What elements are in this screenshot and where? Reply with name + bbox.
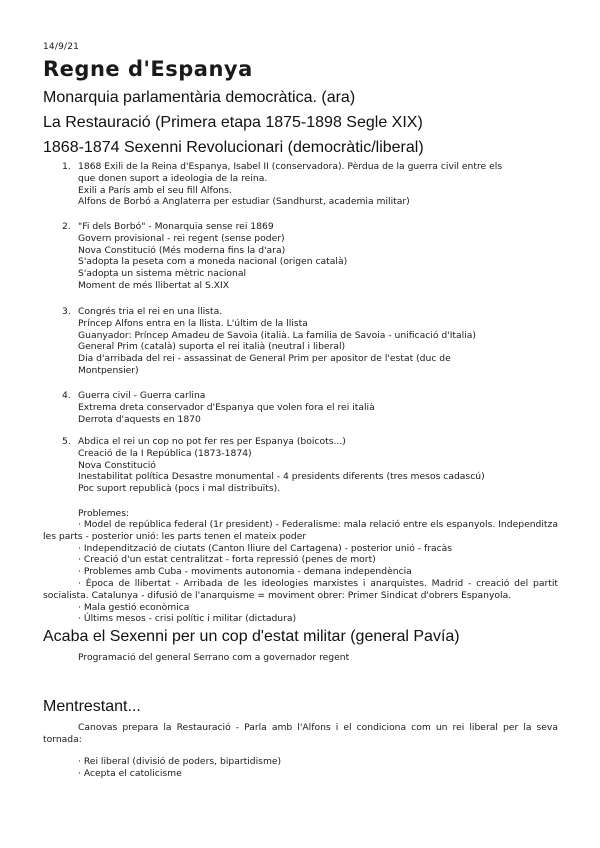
list-line: que donen suport a ideologia de la reina. (78, 172, 268, 184)
document-date: 14/9/21 (43, 42, 80, 52)
problem-item: · Últims mesos - crisi polític i militar (dictadura) (78, 613, 297, 625)
problem-item: · Mala gestió econòmica (78, 601, 190, 613)
heading-acaba-sexenni: Acaba el Sexenni per un cop d'estat militar (general Pavía) (43, 628, 460, 645)
document-title: Regne d'Espanya (43, 57, 253, 81)
list-line: Montpensier) (78, 364, 139, 376)
list-number: 2. (62, 221, 71, 232)
list-line: Creació de la I República (1873-1874) (78, 447, 252, 459)
list-number: 5. (62, 436, 71, 447)
heading-mentrestant: Mentrestant... (43, 698, 141, 715)
list-line: Derrota d'aquests en 1870 (78, 413, 201, 425)
list-item (62, 306, 562, 377)
list-line: Nova Constitució (Més moderna fins la d'ara) (78, 244, 286, 256)
list-line: Moment de més llibertat al S.XIX (78, 279, 230, 291)
list-line: Extrema dreta conservador d'Espanya que volen fora el rei italià (78, 401, 375, 413)
list-line: "Fi dels Borbó" - Monarquia sense rei 1869 (78, 221, 274, 232)
problem-item: · Època de llibertat - Arribada de les ideologies marxistes i anarquistes. Madrid - creació del partit socialista. Catalunya - difusió de l'anarquisme = moviment obrer: Primer Sindicat d'obrers Espanyola. (43, 577, 558, 601)
list-item (62, 221, 562, 292)
list-line: 1868 Exili de la Reina d'Espanya, Isabel II (conservadora). Pèrdua de la guerra civil entre els (78, 161, 503, 172)
heading-monarquia: Monarquia parlamentària democràtica. (ara) (43, 89, 356, 106)
list-line: Govern provisional - rei regent (sense poder) (78, 232, 285, 244)
problem-item: · Creació d'un estat centralitzat - forta repressió (penes de mort) (78, 554, 376, 566)
problems-list (43, 519, 558, 625)
list-line: Dia d'arribada del rei - assassinat de General Prim per apositor de l'estat (duc de (78, 353, 451, 365)
list-item (62, 161, 562, 208)
list-line: Congrés tria el rei en una llista. (78, 306, 223, 317)
list-line: Guerra civil - Guerra carlina (78, 390, 206, 401)
list-line: Alfons de Borbó a Anglaterra per estudiar (Sandhurst, academia militar) (78, 196, 410, 208)
list-number: 1. (62, 161, 71, 172)
list-line: Príncep Alfons entra en la llista. L'últim de la llista (78, 317, 308, 329)
problems-title: Problemes: (78, 508, 130, 519)
heading-sexenni: 1868-1874 Sexenni Revolucionari (democràtic/liberal) (43, 139, 424, 156)
meanwhile-item: · Rei liberal (divisió de poders, bipartidisme) (78, 756, 282, 767)
list-line: General Prim (català) suporta el rei italià (neutral i liberal) (78, 341, 346, 353)
list-line: Guanyador: Príncep Amadeu de Savoia (italià. La familia de Savoia - unificació d'Italia) (78, 329, 476, 341)
problem-item: · Independització de ciutats (Canton lliure del Cartagena) - posterior unió - fracàs (78, 542, 453, 554)
list-line: S'adopta la peseta com a moneda nacional (origen català) (78, 256, 348, 268)
list-line: Inestabilitat política Desastre monumental - 4 presidents diferents (tres mesos cadascú) (78, 471, 485, 483)
list-number: 3. (62, 306, 71, 317)
list-line: Exili a París amb el seu fill Alfons. (78, 184, 232, 196)
problem-item: · Problemes amb Cuba - moviments autonomia - demana independència (78, 566, 412, 578)
list-item (62, 390, 562, 425)
list-item (62, 436, 562, 495)
meanwhile-item: · Acepta el catolicisme (78, 768, 182, 779)
after-sexenni-text: Programació del general Serrano com a governador regent (78, 652, 350, 663)
list-line: S'adopta un sistema mètric nacional (78, 268, 247, 280)
meanwhile-text: Canovas prepara la Restauració - Parla amb l'Alfons i el condiciona com un rei liberal per la seva tornada: (43, 722, 558, 745)
list-number: 4. (62, 390, 71, 401)
heading-restauracio: La Restauració (Primera etapa 1875-1898 Segle XIX) (43, 114, 423, 131)
list-line: Abdica el rei un cop no pot fer res per Espanya (boicots...) (78, 436, 346, 447)
problem-item: · Model de república federal (1r president) - Federalisme: mala relació entre els espanyols. Independitza les parts - posterior unió: les parts tenen el mateix poder (43, 519, 558, 542)
list-line: Poc suport republicà (pocs i mal distribuïts). (78, 483, 281, 495)
list-line: Nova Constitució (78, 459, 156, 471)
